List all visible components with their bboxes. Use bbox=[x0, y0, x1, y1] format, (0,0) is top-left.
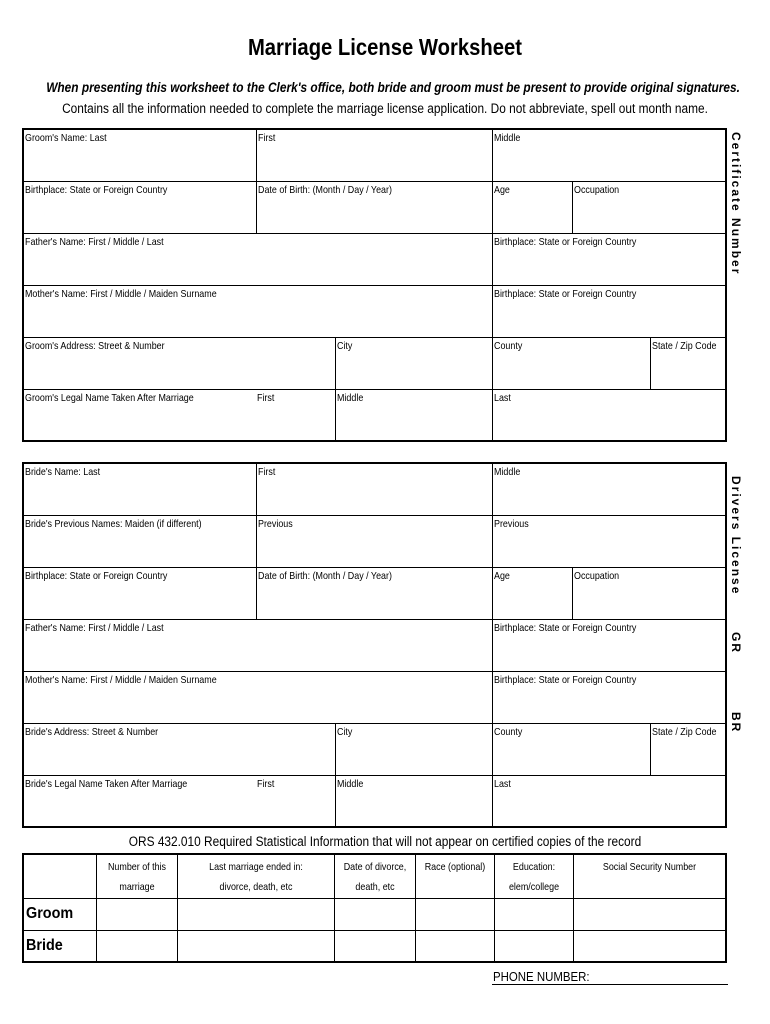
bride-birth-row bbox=[24, 568, 725, 620]
instructions: Contains all the information needed to complete the marriage license application. Do not abbreviate, spell out month name. bbox=[62, 101, 708, 116]
header-line: divorce, death, etc bbox=[219, 881, 293, 893]
bride-street-field[interactable] bbox=[24, 724, 335, 775]
field-label: Mother's Name: First / Middle / Maiden Surname bbox=[25, 288, 217, 300]
header-line: marriage bbox=[119, 881, 155, 893]
page-title: Marriage License Worksheet bbox=[247, 34, 523, 60]
br-label: BR bbox=[729, 712, 743, 734]
field-label: First bbox=[257, 392, 275, 404]
stats-header-last-marriage bbox=[178, 854, 335, 898]
field-label: City bbox=[337, 340, 353, 352]
groom-occupation-field[interactable] bbox=[572, 182, 725, 233]
field-label: Bride's Previous Names: Maiden (if different) bbox=[25, 518, 202, 530]
groom-legal-first-field[interactable] bbox=[256, 390, 335, 442]
bride-address-row bbox=[24, 724, 725, 776]
bride-father-row bbox=[24, 620, 725, 672]
field-label: County bbox=[494, 726, 523, 738]
groom-legal-middle-field[interactable] bbox=[335, 390, 492, 442]
bride-marriage-number-field[interactable] bbox=[97, 930, 178, 962]
bride-legal-last-field[interactable] bbox=[492, 776, 725, 828]
bride-legal-name-row bbox=[24, 776, 725, 828]
header-line: Number of this bbox=[107, 861, 167, 873]
field-label: Age bbox=[494, 570, 510, 582]
field-label: First bbox=[257, 778, 275, 790]
groom-first-name-field[interactable] bbox=[256, 130, 492, 181]
field-label: Previous bbox=[258, 518, 293, 530]
groom-last-name-field[interactable] bbox=[24, 130, 256, 181]
bride-legal-first-field[interactable] bbox=[256, 776, 335, 828]
groom-father-birthplace-field[interactable] bbox=[492, 234, 725, 285]
groom-county-field[interactable] bbox=[492, 338, 650, 389]
groom-city-field[interactable] bbox=[335, 338, 492, 389]
row-label-text: Groom bbox=[26, 905, 74, 922]
field-label: Birthplace: State or Foreign Country bbox=[494, 236, 637, 248]
bride-legal-name-field bbox=[24, 776, 256, 828]
stats-header-row bbox=[23, 854, 726, 898]
field-label: Father's Name: First / Middle / Last bbox=[25, 622, 164, 634]
stats-header-education bbox=[495, 854, 574, 898]
bride-city-field[interactable] bbox=[335, 724, 492, 775]
field-label: First bbox=[258, 466, 276, 478]
field-label: State / Zip Code bbox=[652, 340, 717, 352]
field-label: Groom's Address: Street & Number bbox=[25, 340, 165, 352]
bride-county-field[interactable] bbox=[492, 724, 650, 775]
groom-street-field[interactable] bbox=[24, 338, 335, 389]
field-label: Bride's Address: Street & Number bbox=[25, 726, 159, 738]
bride-education-field[interactable] bbox=[495, 930, 574, 962]
field-label: Occupation bbox=[574, 184, 620, 196]
groom-middle-name-field[interactable] bbox=[492, 130, 725, 181]
field-label: Father's Name: First / Middle / Last bbox=[25, 236, 164, 248]
groom-mother-row bbox=[24, 286, 725, 338]
groom-ssn-field[interactable] bbox=[574, 898, 727, 930]
bride-legal-middle-field[interactable] bbox=[335, 776, 492, 828]
groom-birth-row bbox=[24, 182, 725, 234]
header-line: Date of divorce, bbox=[343, 861, 407, 873]
field-label: Groom's Legal Name Taken After Marriage bbox=[25, 392, 194, 404]
bride-mother-row bbox=[24, 672, 725, 724]
field-label: Middle bbox=[494, 132, 521, 144]
field-label: City bbox=[337, 726, 353, 738]
bride-previous-name-2-field[interactable] bbox=[492, 516, 725, 567]
groom-legal-last-field[interactable] bbox=[492, 390, 725, 442]
bride-previous-name-1-field[interactable] bbox=[256, 516, 492, 567]
bride-maiden-name-field[interactable] bbox=[24, 516, 256, 567]
header-line: elem/college bbox=[508, 881, 560, 893]
bride-last-name-field[interactable] bbox=[24, 464, 256, 515]
groom-legal-name-row bbox=[24, 390, 725, 442]
bride-state-zip-field[interactable] bbox=[650, 724, 725, 775]
bride-last-marriage-field[interactable] bbox=[178, 930, 335, 962]
bride-mother-name-field[interactable] bbox=[24, 672, 492, 723]
groom-name-row bbox=[24, 130, 725, 182]
field-label: Middle bbox=[337, 778, 364, 790]
bride-father-name-field[interactable] bbox=[24, 620, 492, 671]
field-label: Bride's Name: Last bbox=[25, 466, 101, 478]
field-label: Previous bbox=[494, 518, 529, 530]
field-label: Last bbox=[494, 392, 511, 404]
stats-corner-cell bbox=[23, 854, 97, 898]
field-label: Birthplace: State or Foreign Country bbox=[494, 288, 637, 300]
field-label: Birthplace: State or Foreign Country bbox=[25, 570, 168, 582]
field-label: Mother's Name: First / Middle / Maiden Surname bbox=[25, 674, 217, 686]
bride-birthplace-field[interactable] bbox=[24, 568, 256, 619]
bride-father-birthplace-field[interactable] bbox=[492, 620, 725, 671]
bride-mother-birthplace-field[interactable] bbox=[492, 672, 725, 723]
bride-age-field[interactable] bbox=[492, 568, 572, 619]
groom-address-row bbox=[24, 338, 725, 390]
gr-label: GR bbox=[729, 632, 743, 654]
field-label: Occupation bbox=[574, 570, 620, 582]
field-label: State / Zip Code bbox=[652, 726, 717, 738]
stats-header-number-of-marriage bbox=[97, 854, 178, 898]
bride-middle-name-field[interactable] bbox=[492, 464, 725, 515]
instructions-bold: When presenting this worksheet to the Clerk's office, both bride and groom must be present to provide original signatures. bbox=[46, 80, 740, 95]
groom-age-field[interactable] bbox=[492, 182, 572, 233]
header-line: Education: bbox=[512, 861, 556, 873]
bride-previous-names-row bbox=[24, 516, 725, 568]
bride-occupation-field[interactable] bbox=[572, 568, 725, 619]
stats-bride-row bbox=[23, 930, 726, 962]
statistical-heading: ORS 432.010 Required Statistical Information that will not appear on certified copies of the record bbox=[128, 834, 642, 849]
statistical-table bbox=[22, 853, 727, 963]
groom-father-name-field[interactable] bbox=[24, 234, 492, 285]
field-label: Bride's Legal Name Taken After Marriage bbox=[25, 778, 188, 790]
groom-divorce-date-field[interactable] bbox=[335, 898, 416, 930]
header-line: Last marriage ended in: bbox=[209, 861, 303, 873]
bride-ssn-field[interactable] bbox=[574, 930, 727, 962]
field-label: Age bbox=[494, 184, 510, 196]
stats-header-ssn bbox=[574, 854, 727, 898]
stats-header-race bbox=[416, 854, 495, 898]
groom-mother-name-field[interactable] bbox=[24, 286, 492, 337]
row-label-text: Bride bbox=[26, 936, 63, 954]
header-line: Social Security Number bbox=[602, 861, 697, 873]
drivers-license-label: Drivers License bbox=[729, 476, 743, 596]
groom-race-field[interactable] bbox=[416, 898, 495, 930]
groom-father-row bbox=[24, 234, 725, 286]
bride-race-field[interactable] bbox=[416, 930, 495, 962]
certificate-number-label: Certificate Number bbox=[729, 132, 743, 276]
phone-number-label: PHONE NUMBER: bbox=[493, 969, 590, 984]
groom-marriage-number-field[interactable] bbox=[97, 898, 178, 930]
header-line: death, etc bbox=[355, 881, 395, 893]
field-label: Birthplace: State or Foreign Country bbox=[25, 184, 168, 196]
groom-section bbox=[22, 128, 727, 442]
groom-birthplace-field[interactable] bbox=[24, 182, 256, 233]
field-label: County bbox=[494, 340, 523, 352]
bride-name-row bbox=[24, 464, 725, 516]
groom-dob-field[interactable] bbox=[256, 182, 492, 233]
bride-dob-field[interactable] bbox=[256, 568, 492, 619]
stats-groom-row bbox=[23, 898, 726, 930]
stats-row-label bbox=[23, 930, 97, 962]
bride-divorce-date-field[interactable] bbox=[335, 930, 416, 962]
groom-legal-name-field bbox=[24, 390, 256, 442]
field-label: Middle bbox=[494, 466, 521, 478]
field-label: Middle bbox=[337, 392, 364, 404]
field-label: Date of Birth: (Month / Day / Year) bbox=[258, 570, 392, 582]
field-label: Date of Birth: (Month / Day / Year) bbox=[258, 184, 392, 196]
stats-header-date-of-divorce bbox=[335, 854, 416, 898]
field-label: First bbox=[258, 132, 276, 144]
field-label: Last bbox=[494, 778, 511, 790]
stats-row-label bbox=[23, 898, 97, 930]
bride-first-name-field[interactable] bbox=[256, 464, 492, 515]
header-line: Race (optional) bbox=[424, 861, 486, 873]
field-label: Groom's Name: Last bbox=[25, 132, 107, 144]
phone-number-field[interactable] bbox=[492, 984, 728, 985]
field-label: Birthplace: State or Foreign Country bbox=[494, 674, 637, 686]
groom-education-field[interactable] bbox=[495, 898, 574, 930]
groom-mother-birthplace-field[interactable] bbox=[492, 286, 725, 337]
field-label: Birthplace: State or Foreign Country bbox=[494, 622, 637, 634]
groom-last-marriage-field[interactable] bbox=[178, 898, 335, 930]
groom-state-zip-field[interactable] bbox=[650, 338, 725, 389]
bride-section bbox=[22, 462, 727, 828]
